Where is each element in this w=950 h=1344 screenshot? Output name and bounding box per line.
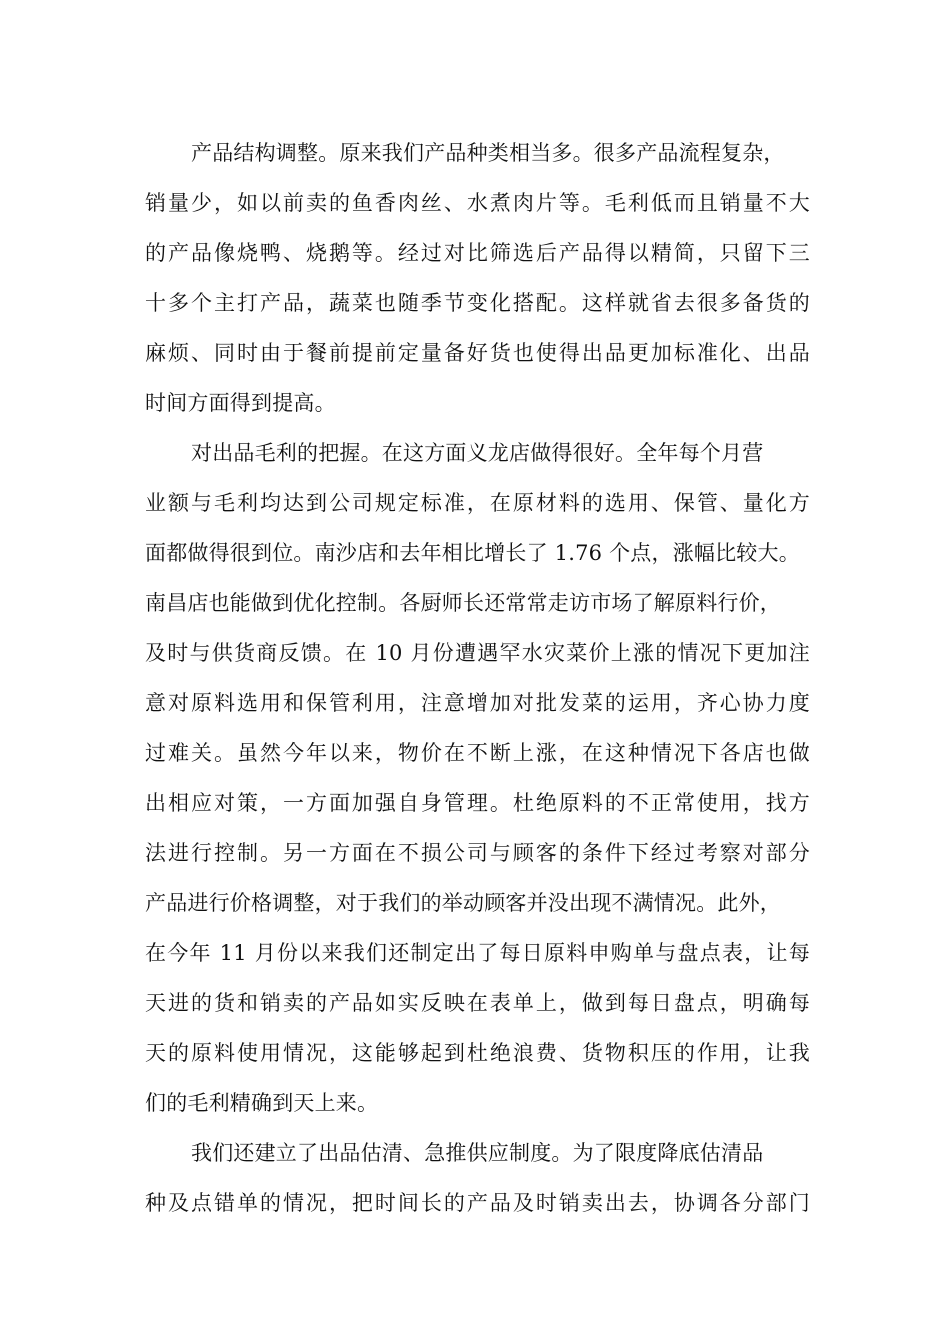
text-line: 面都做得很到位。南沙店和去年相比增长了 1.76 个点，涨幅比较大。 <box>145 541 800 565</box>
text-line: 及时与供货商反馈。在 10 月份遭遇罕水灾菜价上涨的情况下更加注 <box>145 641 810 665</box>
text-line: 对出品毛利的把握。在这方面义龙店做得很好。全年每个月营 <box>191 441 764 465</box>
paragraph-gross-margin <box>145 428 810 1128</box>
text-line: 在今年 11 月份以来我们还制定出了每日原料申购单与盘点表，让每 <box>145 941 810 965</box>
paragraph-product-structure <box>145 128 810 428</box>
text-line: 南昌店也能做到优化控制。各厨师长还常常走访市场了解原料行价， <box>145 591 781 615</box>
text-line: 意对原料选用和保管利用，注意增加对批发菜的运用，齐心协力度 <box>145 691 810 715</box>
paragraph-supply-system <box>145 1128 810 1228</box>
text-line: 产品进行价格调整，对于我们的举动顾客并没出现不满情况。此外， <box>145 891 781 915</box>
text-line: 天进的货和销卖的产品如实反映在表单上，做到每日盘点，明确每 <box>145 991 810 1015</box>
text-line: 产品结构调整。原来我们产品种类相当多。很多产品流程复杂， <box>191 141 785 165</box>
text-line: 我们还建立了出品估清、急推供应制度。为了限度降底估清品 <box>191 1141 764 1165</box>
text-line: 们的毛利精确到天上来。 <box>145 1091 379 1115</box>
text-line: 销量少，如以前卖的鱼香肉丝、水煮肉片等。毛利低而且销量不大 <box>145 191 810 215</box>
text-line: 法进行控制。另一方面在不损公司与顾客的条件下经过考察对部分 <box>145 841 810 865</box>
text-line: 过难关。虽然今年以来，物价在不断上涨，在这种情况下各店也做 <box>145 741 810 765</box>
text-line: 麻烦、同时由于餐前提前定量备好货也使得出品更加标准化、出品 <box>145 341 810 365</box>
text-line: 天的原料使用情况，这能够起到杜绝浪费、货物积压的作用，让我 <box>145 1041 810 1065</box>
text-line: 的产品像烧鸭、烧鹅等。经过对比筛选后产品得以精简，只留下三 <box>145 241 810 265</box>
text-line: 出相应对策，一方面加强自身管理。杜绝原料的不正常使用，找方 <box>145 791 810 815</box>
text-line: 十多个主打产品，蔬菜也随季节变化搭配。这样就省去很多备货的 <box>145 291 810 315</box>
document-body <box>145 128 810 1228</box>
text-line: 时间方面得到提高。 <box>145 391 336 415</box>
text-line: 业额与毛利均达到公司规定标准，在原材料的选用、保管、量化方 <box>145 491 810 515</box>
text-line: 种及点错单的情况，把时间长的产品及时销卖出去，协调各分部门 <box>145 1191 810 1215</box>
